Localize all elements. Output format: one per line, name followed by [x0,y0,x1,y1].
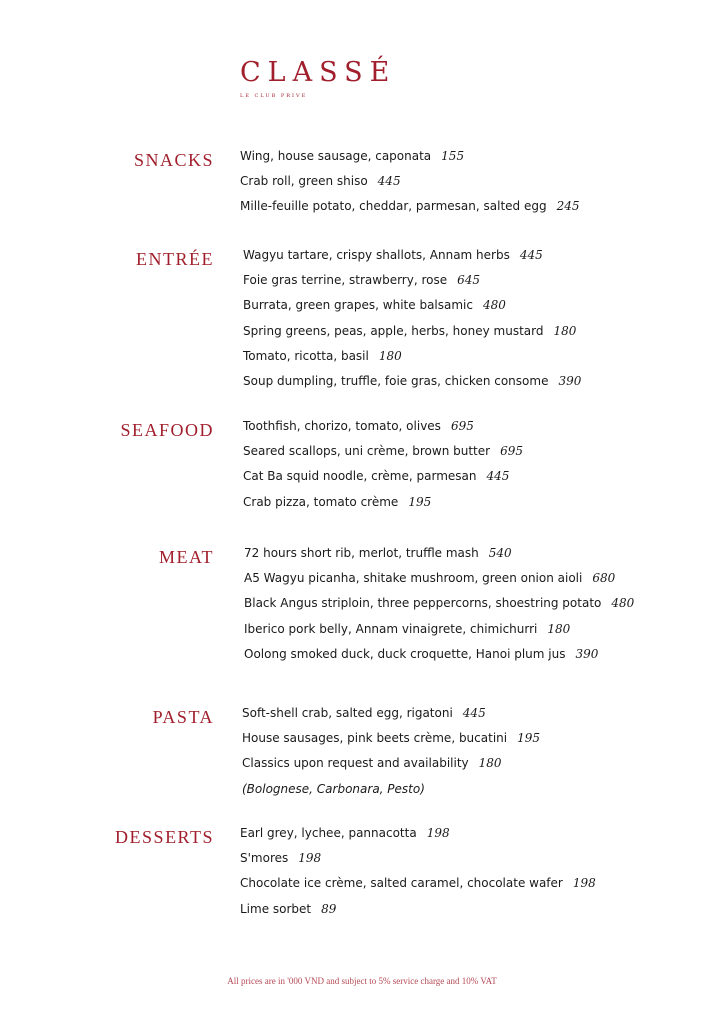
item-price: 180 [378,348,402,363]
item-price: 695 [500,444,523,459]
brand-name: CLASSÉ [240,57,397,88]
menu-item [240,196,580,221]
item-list [244,543,634,669]
item-price: 198 [572,876,596,891]
price-disclaimer: All prices are in '000 VND and subject to 5% service charge and 10% VAT [227,976,497,986]
item-price: 480 [482,298,506,313]
item-name: Soup dumpling, truffle, foie gras, chicken consome [243,373,549,388]
item-name: Burrata, green grapes, white balsamic [243,298,473,313]
menu-item [242,728,540,753]
section-title: MEAT [159,547,214,567]
item-price: 180 [478,756,502,771]
item-price: 390 [575,646,599,661]
menu-item [244,644,634,669]
item-price: 89 [321,901,337,916]
item-list [240,823,596,924]
item-name: S'mores [240,851,289,866]
item-name: Mille-feuille potato, cheddar, parmesan, salted egg [240,199,547,214]
section-title: SEAFOOD [120,420,214,440]
item-price: 695 [450,419,474,433]
section-title: PASTA [152,707,214,727]
menu-item [243,416,523,441]
menu-item [240,171,580,196]
menu-item [243,492,523,517]
item-note: (Bolognese, Carbonara, Pesto) [242,781,425,796]
menu-item [244,543,634,568]
item-list [243,245,581,396]
item-price: 445 [462,706,486,720]
item-name: Cat Ba squid noodle, crème, parmesan [243,469,477,484]
item-price: 198 [298,851,322,866]
item-price: 198 [426,826,450,840]
item-name: A5 Wagyu picanha, shitake mushroom, green onion aioli [244,571,583,586]
menu-item [243,321,581,346]
menu-item [243,371,581,396]
menu-item [240,899,596,924]
menu-item [240,823,596,848]
section-title: SNACKS [133,150,214,170]
item-name: Classics upon request and availability [242,756,469,771]
menu-item [240,848,596,873]
item-price: 180 [547,621,571,636]
menu-item [243,245,581,270]
item-name: Toothfish, chorizo, tomato, olives [243,419,441,433]
menu-item [243,270,581,295]
menu-item [240,873,596,898]
item-price: 155 [441,149,465,163]
item-price: 680 [592,571,616,586]
item-name: Wing, house sausage, caponata [240,149,432,163]
item-list [242,703,540,804]
section-title: ENTRÉE [136,249,214,269]
item-name: Crab roll, green shiso [240,174,368,189]
item-price: 245 [556,199,580,214]
item-name: 72 hours short rib, merlot, truffle mash [244,546,479,560]
item-price: 195 [517,731,541,746]
item-price: 180 [553,323,577,338]
menu-item [244,593,634,618]
item-price: 540 [488,546,512,560]
item-price: 195 [408,494,432,509]
item-name: Lime sorbet [240,901,312,916]
menu-item [243,466,523,491]
item-price: 445 [377,174,401,189]
item-price: 445 [486,469,510,484]
item-name: Spring greens, peas, apple, herbs, honey mustard [243,323,544,338]
brand-tagline: LE CLUB PRIVE [240,93,308,99]
menu-item [244,568,634,593]
item-name: Soft-shell crab, salted egg, rigatoni [242,706,453,720]
menu-item [242,753,540,778]
item-name: Chocolate ice crème, salted caramel, chocolate wafer [240,876,563,891]
menu-item [240,146,580,171]
menu-item [242,703,540,728]
item-name: Seared scallops, uni crème, brown butter [243,444,491,459]
item-price: 480 [611,596,635,611]
section-title: DESSERTS [115,827,214,847]
item-price: 390 [558,373,582,388]
item-name: Wagyu tartare, crispy shallots, Annam herbs [243,248,510,262]
item-list [243,416,523,517]
item-name: Earl grey, lychee, pannacotta [240,826,417,840]
menu-item [243,295,581,320]
item-name: Tomato, ricotta, basil [243,348,369,363]
menu-item [244,619,634,644]
menu-item [243,441,523,466]
item-list [240,146,580,222]
menu-item [243,346,581,371]
item-name: House sausages, pink beets crème, bucatini [242,731,508,746]
item-price: 645 [457,273,481,288]
item-name: Oolong smoked duck, duck croquette, Hanoi plum jus [244,646,566,661]
item-name: Crab pizza, tomato crème [243,494,399,509]
item-name: Black Angus striploin, three peppercorns, shoestring potato [244,596,602,611]
item-name: Foie gras terrine, strawberry, rose [243,273,448,288]
brand-logo [240,58,396,99]
item-name: Iberico pork belly, Annam vinaigrete, chimichurri [244,621,538,636]
item-price: 445 [519,248,543,262]
